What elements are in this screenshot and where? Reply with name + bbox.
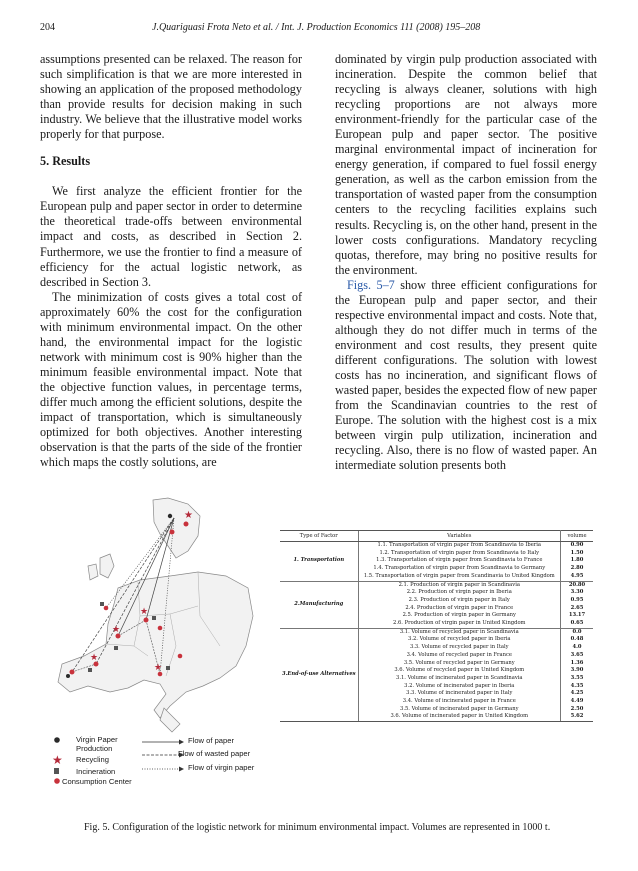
variable-cell: 3.3. Volume of incinerated paper in Italy — [358, 690, 560, 698]
left-column — [40, 52, 302, 470]
volume-cell: 1.36 — [570, 659, 584, 666]
incineration-icon — [52, 766, 62, 776]
table-row — [280, 628, 593, 636]
variable-cell: 1.2. Transportation of virgin paper from Scandinavia to Italy — [358, 550, 560, 558]
variable-cell: 2.2. Production of virgin paper in Iberia — [358, 589, 560, 597]
volume-cell: 3.30 — [570, 589, 584, 596]
page-number: 204 — [40, 22, 55, 33]
volume-cell: 2.50 — [570, 705, 584, 712]
svg-text:★: ★ — [90, 653, 99, 663]
volume-cell: 3.90 — [570, 667, 584, 674]
volume-cell: 0.48 — [570, 636, 584, 643]
variable-cell: 3.2. Volume of recycled paper in Iberia — [358, 636, 560, 644]
svg-text:★: ★ — [52, 754, 63, 766]
europe-network-map — [48, 496, 258, 748]
volume-cell: 3.55 — [570, 674, 584, 681]
volume-cell: 4.95 — [570, 572, 584, 579]
volumes-table — [280, 530, 593, 722]
volume-cell: 4.35 — [570, 682, 584, 689]
volume-cell: 4.0 — [572, 644, 582, 651]
variable-cell: 3.2. Volume of incinerated paper in Iberia — [358, 683, 560, 691]
volume-cell: 0.90 — [561, 542, 594, 550]
header-type: Type of Factor — [280, 531, 358, 542]
running-header — [40, 22, 600, 38]
volume-cell: 1.80 — [570, 557, 584, 564]
recycling-star-icon — [52, 754, 64, 766]
variable-cell: 2.3. Production of virgin paper in Italy — [358, 597, 560, 605]
volume-cell: 0.65 — [570, 620, 584, 627]
variable-cell: 3.5. Volume of incinerated paper in Germany — [358, 706, 560, 714]
variable-cell: 2.1. Production of virgin paper in Scandinavia — [358, 581, 560, 589]
volume-cell: 3.65 — [570, 651, 584, 658]
table-row — [280, 581, 593, 589]
paragraph: The minimization of costs gives a total cost of approximately 60% the cost for the configuration with minimum environmental impact. On the other hand, the environmental impact for the logistic network with minimum cost is 90% higher than the minimum feasible environmental impact. Note that the objective function values, in percentage terms, differ much among the efficient solutions, despite the impact of transportation, which is simultaneously optimized for both objectives. Another interesting observation is that the parts of the side of the frontier which maps the costly solutions, are — [40, 289, 302, 470]
variable-cell: 3.5. Volume of recycled paper in Germany — [358, 660, 560, 668]
volume-cell: 4.49 — [570, 698, 584, 705]
paragraph — [335, 278, 597, 474]
figure-caption: Fig. 5. Configuration of the logistic network for minimum environmental impact. Volumes are represented in 1000 t. — [84, 822, 551, 833]
variable-cell: 3.1. Volume of incinerated paper in Scandinavia — [358, 675, 560, 683]
solid-arrow-icon — [142, 739, 184, 745]
volume-cell: 0.0 — [561, 628, 594, 636]
variable-cell: 3.1. Volume of recycled paper in Scandinavia — [358, 628, 560, 636]
variable-cell: 1.5. Transportation of virgin paper from Scandinavia to United Kingdom — [358, 573, 560, 581]
table-row — [280, 542, 593, 550]
volume-cell: 5.62 — [561, 713, 594, 721]
header-volume: volume — [561, 531, 594, 542]
paragraph: dominated by virgin pulp production associated with incineration. Despite the common belief that recycling is always cleaner, solutions with high recycling proportions are not always more environment-friendly for the particular case of the European pulp and paper sector. The positive marginal environmental impact of incineration for energy generation, if compared to fuel fossil energy generation, as well as the carbon emission from the transportation of wasted paper from the consumption centers to the recycling facilities explains such results. Recycling is, on the other hand, present in the lower costs configurations. Mandatory recycling quotas, therefore, may bring no positive results for the environment. — [335, 52, 597, 277]
volume-cell: 2.65 — [570, 604, 584, 611]
svg-text:★: ★ — [154, 663, 163, 673]
legend-recycling: Recycling — [76, 755, 109, 764]
consumption-center-icon — [52, 776, 62, 786]
dotted-arrow-icon — [142, 766, 184, 772]
legend-flow-paper: Flow of paper — [188, 736, 235, 745]
legend-incineration: Incineration — [76, 767, 116, 776]
variable-cell: 3.3. Volume of recycled paper in Italy — [358, 644, 560, 652]
legend-consumption: Consumption Center — [62, 777, 132, 786]
figure-link[interactable]: Figs. 5–7 — [347, 277, 395, 292]
variable-cell: 2.5. Production of virgin paper in Germany — [358, 612, 560, 620]
factor-type-cell: 3.End-of-use Alternatives — [280, 628, 358, 721]
variable-cell: 3.4. Volume of incinerated paper in France — [358, 698, 560, 706]
variable-cell: 3.6. Volume of recycled paper in United Kingdom — [358, 667, 560, 675]
journal-reference: J.Quariguasi Frota Neto et al. / Int. J. Production Economics 111 (2008) 195–208 — [152, 22, 481, 33]
section-heading: 5. Results — [40, 154, 91, 169]
volume-cell: 13.17 — [568, 612, 586, 619]
variable-cell: 1.3. Transportation of virgin paper from Scandinavia to France — [358, 557, 560, 565]
volume-cell: 0.95 — [570, 596, 584, 603]
variable-cell: 2.6. Production of virgin paper in United Kingdom — [358, 620, 560, 628]
map-legend — [52, 735, 282, 793]
factor-type-cell: 1. Transportation — [280, 542, 358, 582]
legend-production: Production — [76, 744, 113, 753]
volume-cell: 2.80 — [570, 565, 584, 572]
factor-type-cell: 2.Manufacturing — [280, 581, 358, 628]
right-column — [335, 52, 597, 473]
table-header-row — [280, 531, 593, 542]
legend-flow-wasted: Flow of wasted paper — [178, 749, 251, 758]
variable-cell: 2.4. Production of virgin paper in France — [358, 605, 560, 613]
variable-cell: 3.6. Volume of incinerated paper in United Kingdom — [358, 713, 560, 721]
svg-text:★: ★ — [140, 607, 149, 617]
production-icon — [52, 735, 62, 745]
variable-cell: 1.4. Transportation of virgin paper from Scandinavia to Germany — [358, 565, 560, 573]
volume-cell: 1.50 — [570, 549, 584, 556]
legend-virgin-paper: Virgin Paper — [76, 735, 118, 744]
paragraph-text: show three efficient configurations for the European pulp and paper sector, and their respective environmental impact and costs. Note that, although they do not differ much in terms of the environment and cost results, they present quite different configurations. The solution with lowest costs has no incineration, and significant flows of wasted paper, besides the expected flow of new paper from the Scandinavian countries to the rest of Europe. The solution with the highest cost is a mix between virgin pulp utilization, incineration and recycling. Also, there is no flow of wasted paper. An intermediate solution presents both — [335, 277, 597, 473]
volume-cell: 20.80 — [561, 581, 594, 589]
paragraph: We first analyze the efficient frontier for the European pulp and paper sector in order to determine the theoretical trade-offs between environmental impact and costs, as described in Section 2. Furthermore, we use the frontier to find a measure of efficiency for the actual logistic network, as described in Section 3. — [40, 184, 302, 289]
svg-text:★: ★ — [112, 625, 121, 635]
variable-cell: 3.4. Volume of recycled paper in France — [358, 652, 560, 660]
paragraph: assumptions presented can be relaxed. The reason for such simplification is that we are more interested in showing an application of the proposed methodology than provide results for decision making in such industry. We believe that the illustrative model works properly for that purpose. — [40, 52, 302, 142]
volume-cell: 4.25 — [570, 690, 584, 697]
variable-cell: 1.1. Transportation of virgin paper from Scandinavia to Iberia — [358, 542, 560, 550]
legend-flow-virgin: Flow of virgin paper — [188, 763, 255, 772]
table-body — [280, 542, 593, 722]
header-variables: Variables — [358, 531, 560, 542]
svg-text:★: ★ — [184, 510, 193, 521]
